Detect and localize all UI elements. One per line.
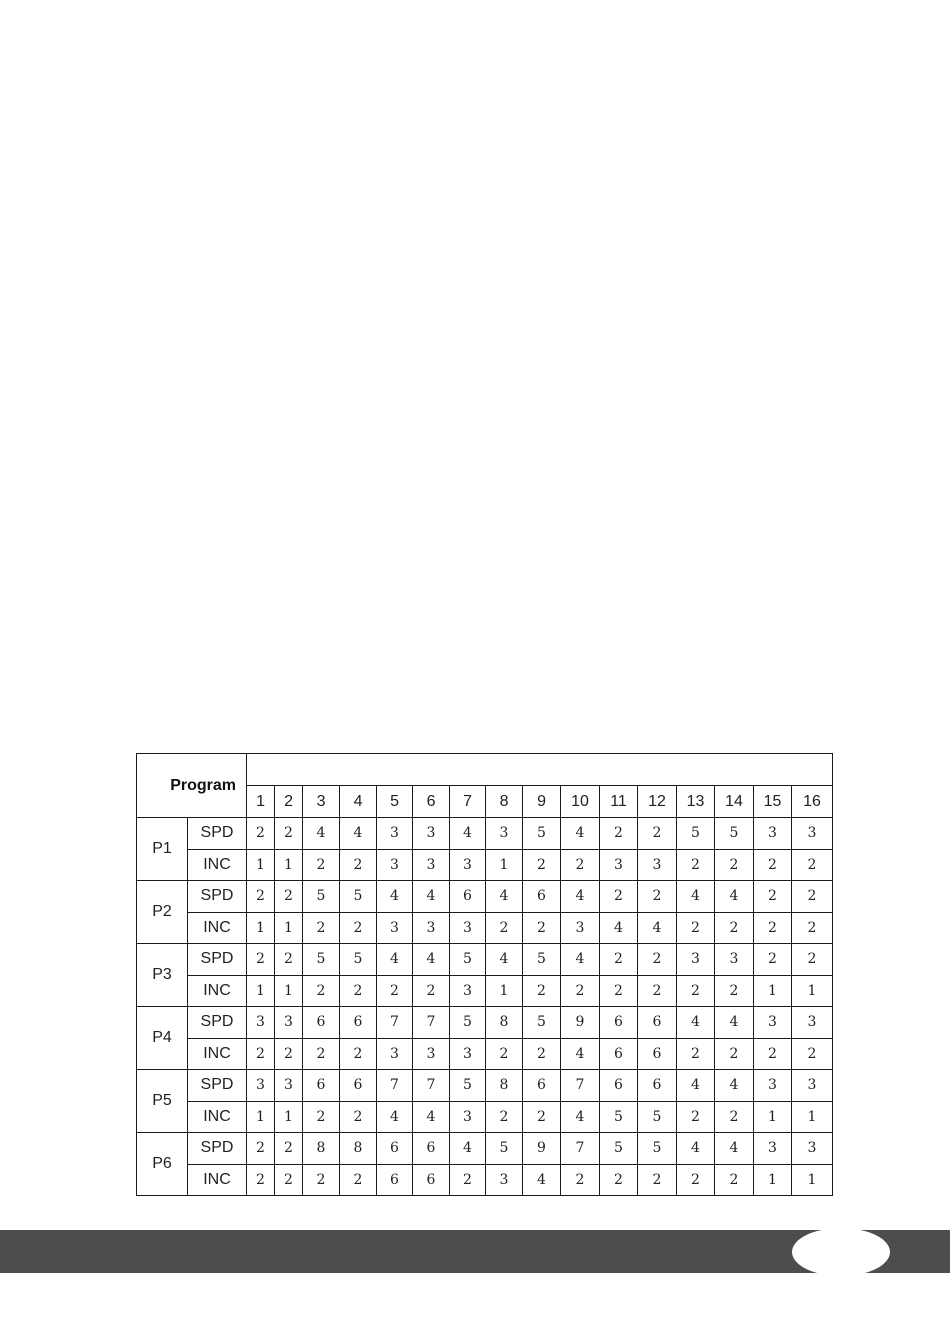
column-number: 7 [450,786,486,818]
spd-value-cell: 4 [715,1070,754,1102]
table-row [137,944,833,976]
table-row [137,1038,833,1070]
program-name: P4 [137,1007,188,1070]
spd-value-cell: 3 [792,1070,833,1102]
inc-value-cell: 6 [638,1038,677,1070]
column-number: 6 [413,786,450,818]
program-table [136,753,833,1196]
spd-value-cell: 4 [715,881,754,913]
inc-value-cell: 3 [638,849,677,881]
inc-value-cell: 3 [413,849,450,881]
inc-value-cell: 1 [486,975,523,1007]
table-row [137,849,833,881]
spd-value-cell: 3 [792,1133,833,1165]
spd-value-cell: 6 [450,881,486,913]
inc-value-cell: 3 [561,912,600,944]
inc-value-cell: 2 [340,912,377,944]
inc-label: INC [188,849,247,881]
inc-value-cell: 1 [247,975,275,1007]
inc-value-cell: 2 [303,975,340,1007]
column-number: 9 [523,786,561,818]
spd-value-cell: 5 [715,818,754,850]
inc-label: INC [188,975,247,1007]
header-empty-band [247,754,833,786]
inc-value-cell: 3 [377,849,413,881]
spd-value-cell: 3 [754,1070,792,1102]
spd-value-cell: 4 [340,818,377,850]
column-number: 10 [561,786,600,818]
inc-value-cell: 1 [275,975,303,1007]
column-number: 15 [754,786,792,818]
inc-value-cell: 2 [715,912,754,944]
spd-label: SPD [188,818,247,850]
spd-value-cell: 6 [377,1133,413,1165]
spd-value-cell: 7 [413,1070,450,1102]
inc-value-cell: 1 [792,1101,833,1133]
program-name: P1 [137,818,188,881]
inc-label: INC [188,1164,247,1196]
table-row [137,1164,833,1196]
spd-value-cell: 4 [715,1133,754,1165]
inc-value-cell: 3 [377,1038,413,1070]
column-number: 2 [275,786,303,818]
inc-value-cell: 4 [600,912,638,944]
inc-value-cell: 1 [792,1164,833,1196]
spd-label: SPD [188,1007,247,1039]
spd-value-cell: 4 [486,944,523,976]
inc-value-cell: 2 [792,1038,833,1070]
spd-value-cell: 6 [600,1070,638,1102]
table-row [137,1007,833,1039]
inc-value-cell: 4 [561,1101,600,1133]
inc-value-cell: 2 [715,849,754,881]
inc-value-cell: 1 [247,1101,275,1133]
spd-value-cell: 3 [754,1133,792,1165]
spd-label: SPD [188,1070,247,1102]
spd-value-cell: 4 [715,1007,754,1039]
spd-value-cell: 7 [561,1133,600,1165]
table-row [137,1133,833,1165]
spd-value-cell: 2 [754,944,792,976]
inc-value-cell: 2 [523,849,561,881]
inc-value-cell: 2 [340,849,377,881]
spd-value-cell: 2 [754,881,792,913]
inc-value-cell: 3 [413,912,450,944]
inc-value-cell: 2 [677,975,715,1007]
spd-value-cell: 4 [450,1133,486,1165]
spd-value-cell: 2 [600,881,638,913]
spd-value-cell: 7 [413,1007,450,1039]
inc-value-cell: 4 [377,1101,413,1133]
table-row [137,818,833,850]
spd-value-cell: 6 [340,1070,377,1102]
inc-value-cell: 1 [247,912,275,944]
spd-value-cell: 3 [677,944,715,976]
inc-value-cell: 2 [561,975,600,1007]
inc-value-cell: 6 [377,1164,413,1196]
inc-value-cell: 2 [247,1164,275,1196]
spd-value-cell: 4 [377,944,413,976]
spd-value-cell: 2 [247,944,275,976]
inc-value-cell: 4 [413,1101,450,1133]
inc-value-cell: 3 [450,849,486,881]
program-name: P6 [137,1133,188,1196]
spd-value-cell: 6 [340,1007,377,1039]
spd-value-cell: 3 [792,818,833,850]
program-header: Program [137,754,247,818]
column-number: 8 [486,786,523,818]
inc-value-cell: 4 [638,912,677,944]
inc-value-cell: 2 [303,912,340,944]
inc-value-cell: 4 [561,1038,600,1070]
inc-value-cell: 2 [275,1164,303,1196]
inc-value-cell: 5 [600,1101,638,1133]
spd-value-cell: 2 [275,818,303,850]
spd-value-cell: 4 [486,881,523,913]
spd-value-cell: 2 [792,944,833,976]
spd-value-cell: 4 [561,944,600,976]
inc-value-cell: 2 [523,1101,561,1133]
spd-value-cell: 3 [275,1070,303,1102]
spd-value-cell: 5 [450,1007,486,1039]
spd-value-cell: 5 [523,818,561,850]
spd-value-cell: 8 [486,1007,523,1039]
inc-value-cell: 2 [275,1038,303,1070]
spd-value-cell: 5 [600,1133,638,1165]
column-number: 14 [715,786,754,818]
spd-value-cell: 3 [715,944,754,976]
spd-value-cell: 2 [600,944,638,976]
program-name: P3 [137,944,188,1007]
spd-value-cell: 3 [247,1007,275,1039]
inc-value-cell: 2 [561,849,600,881]
inc-value-cell: 2 [523,975,561,1007]
spd-value-cell: 4 [677,1070,715,1102]
inc-value-cell: 2 [600,975,638,1007]
spd-value-cell: 6 [523,881,561,913]
spd-value-cell: 3 [247,1070,275,1102]
inc-value-cell: 1 [275,912,303,944]
inc-value-cell: 6 [413,1164,450,1196]
inc-value-cell: 2 [792,912,833,944]
spd-value-cell: 5 [340,944,377,976]
spd-value-cell: 4 [561,881,600,913]
inc-value-cell: 1 [486,849,523,881]
inc-value-cell: 2 [523,1038,561,1070]
spd-value-cell: 2 [638,881,677,913]
spd-value-cell: 5 [450,944,486,976]
inc-value-cell: 2 [715,975,754,1007]
program-name: P5 [137,1070,188,1133]
inc-value-cell: 1 [275,1101,303,1133]
spd-value-cell: 7 [561,1070,600,1102]
inc-label: INC [188,1101,247,1133]
spd-value-cell: 9 [561,1007,600,1039]
spd-value-cell: 2 [247,818,275,850]
inc-label: INC [188,912,247,944]
inc-value-cell: 3 [377,912,413,944]
spd-value-cell: 7 [377,1070,413,1102]
spd-value-cell: 2 [600,818,638,850]
inc-label: INC [188,1038,247,1070]
spd-value-cell: 3 [754,1007,792,1039]
spd-value-cell: 3 [377,818,413,850]
inc-value-cell: 2 [450,1164,486,1196]
inc-value-cell: 2 [677,912,715,944]
inc-value-cell: 2 [486,1101,523,1133]
inc-value-cell: 3 [600,849,638,881]
page-number-oval [792,1228,890,1276]
spd-value-cell: 4 [677,1007,715,1039]
inc-value-cell: 6 [600,1038,638,1070]
spd-value-cell: 4 [677,881,715,913]
spd-value-cell: 6 [303,1007,340,1039]
spd-value-cell: 2 [638,818,677,850]
column-number: 5 [377,786,413,818]
spd-value-cell: 4 [377,881,413,913]
spd-value-cell: 5 [340,881,377,913]
spd-value-cell: 3 [792,1007,833,1039]
spd-value-cell: 2 [275,1133,303,1165]
inc-value-cell: 2 [638,1164,677,1196]
spd-value-cell: 7 [377,1007,413,1039]
inc-value-cell: 2 [677,1164,715,1196]
spd-value-cell: 6 [638,1007,677,1039]
inc-value-cell: 2 [715,1164,754,1196]
spd-value-cell: 2 [792,881,833,913]
spd-value-cell: 4 [561,818,600,850]
inc-value-cell: 2 [340,1101,377,1133]
spd-value-cell: 4 [450,818,486,850]
column-number: 4 [340,786,377,818]
inc-value-cell: 1 [247,849,275,881]
column-number: 16 [792,786,833,818]
column-number: 3 [303,786,340,818]
spd-value-cell: 2 [275,881,303,913]
table-row [137,975,833,1007]
spd-value-cell: 2 [638,944,677,976]
inc-value-cell: 2 [677,849,715,881]
inc-value-cell: 2 [340,1038,377,1070]
table-row [137,912,833,944]
spd-value-cell: 5 [303,944,340,976]
inc-value-cell: 3 [450,1038,486,1070]
spd-value-cell: 4 [413,881,450,913]
spd-value-cell: 6 [638,1070,677,1102]
inc-value-cell: 3 [450,912,486,944]
column-number: 11 [600,786,638,818]
inc-value-cell: 2 [303,1038,340,1070]
spd-value-cell: 6 [413,1133,450,1165]
inc-value-cell: 2 [754,912,792,944]
spd-value-cell: 6 [523,1070,561,1102]
spd-value-cell: 4 [677,1133,715,1165]
inc-value-cell: 2 [303,1101,340,1133]
spd-value-cell: 2 [275,944,303,976]
inc-value-cell: 3 [450,975,486,1007]
inc-value-cell: 2 [754,849,792,881]
inc-value-cell: 2 [792,849,833,881]
inc-value-cell: 2 [677,1101,715,1133]
spd-value-cell: 8 [486,1070,523,1102]
inc-value-cell: 2 [486,912,523,944]
spd-value-cell: 8 [340,1133,377,1165]
inc-value-cell: 2 [677,1038,715,1070]
inc-value-cell: 1 [754,975,792,1007]
inc-value-cell: 2 [413,975,450,1007]
table-row [137,881,833,913]
table-body [137,754,833,1196]
table-row [137,1101,833,1133]
inc-value-cell: 2 [486,1038,523,1070]
inc-value-cell: 1 [792,975,833,1007]
spd-value-cell: 3 [754,818,792,850]
spd-value-cell: 5 [486,1133,523,1165]
inc-value-cell: 2 [600,1164,638,1196]
inc-value-cell: 2 [715,1038,754,1070]
inc-value-cell: 3 [486,1164,523,1196]
inc-value-cell: 2 [303,1164,340,1196]
spd-label: SPD [188,944,247,976]
program-name: P2 [137,881,188,944]
inc-value-cell: 4 [523,1164,561,1196]
inc-value-cell: 2 [340,1164,377,1196]
column-number: 12 [638,786,677,818]
inc-value-cell: 1 [275,849,303,881]
spd-value-cell: 3 [275,1007,303,1039]
inc-value-cell: 2 [247,1038,275,1070]
spd-value-cell: 5 [450,1070,486,1102]
spd-value-cell: 3 [413,818,450,850]
inc-value-cell: 2 [523,912,561,944]
table-row [137,1070,833,1102]
column-number: 13 [677,786,715,818]
spd-value-cell: 6 [303,1070,340,1102]
inc-value-cell: 2 [754,1038,792,1070]
inc-value-cell: 2 [715,1101,754,1133]
spd-value-cell: 8 [303,1133,340,1165]
spd-value-cell: 6 [600,1007,638,1039]
inc-value-cell: 1 [754,1164,792,1196]
column-number: 1 [247,786,275,818]
header-row-top [137,754,833,786]
spd-value-cell: 4 [303,818,340,850]
inc-value-cell: 3 [450,1101,486,1133]
spd-value-cell: 3 [486,818,523,850]
inc-value-cell: 1 [754,1101,792,1133]
spd-value-cell: 2 [247,881,275,913]
spd-label: SPD [188,1133,247,1165]
spd-label: SPD [188,881,247,913]
inc-value-cell: 2 [340,975,377,1007]
spd-value-cell: 5 [638,1133,677,1165]
inc-value-cell: 2 [638,975,677,1007]
spd-value-cell: 2 [247,1133,275,1165]
spd-value-cell: 4 [413,944,450,976]
spd-value-cell: 9 [523,1133,561,1165]
inc-value-cell: 2 [303,849,340,881]
spd-value-cell: 5 [523,944,561,976]
inc-value-cell: 3 [413,1038,450,1070]
inc-value-cell: 5 [638,1101,677,1133]
spd-value-cell: 5 [303,881,340,913]
inc-value-cell: 2 [561,1164,600,1196]
inc-value-cell: 2 [377,975,413,1007]
spd-value-cell: 5 [677,818,715,850]
spd-value-cell: 5 [523,1007,561,1039]
